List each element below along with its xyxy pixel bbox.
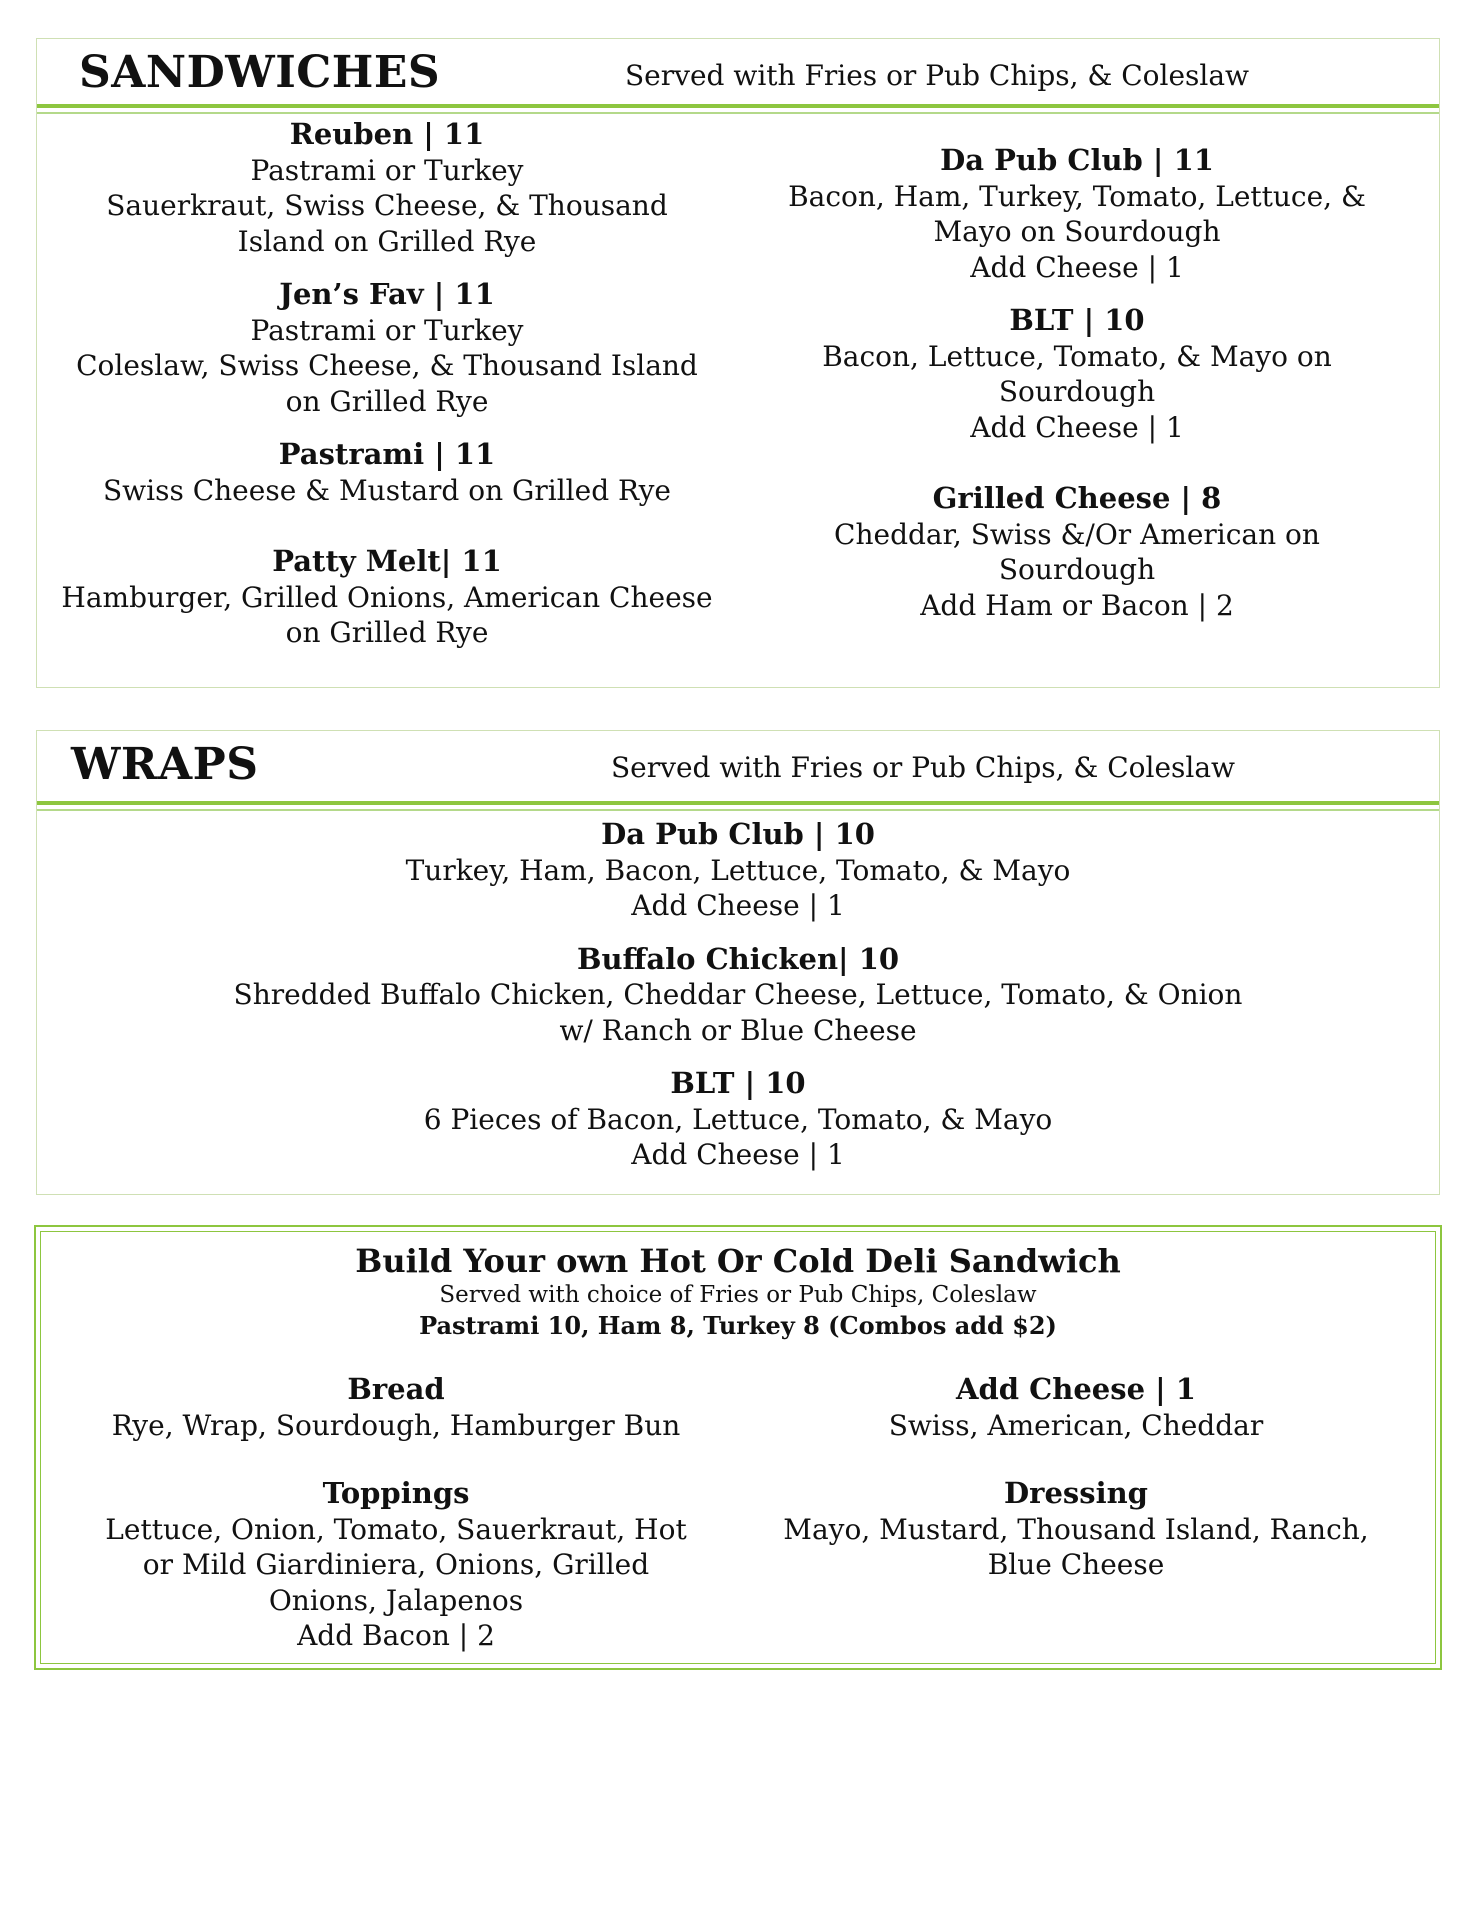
item-desc: Bacon, Ham, Turkey, Tomato, Lettuce, & — [788, 179, 1366, 213]
item-desc: w/ Ranch or Blue Cheese — [559, 1013, 917, 1047]
sandwiches-section — [36, 38, 1440, 688]
menu-item — [777, 481, 1377, 623]
option-desc: Mayo, Mustard, Thousand Island, Ranch, — [783, 1512, 1369, 1546]
item-name: Buffalo Chicken| 10 — [576, 941, 900, 976]
item-desc: Bacon, Lettuce, Tomato, & Mayo on — [822, 339, 1332, 373]
option-desc: Lettuce, Onion, Tomato, Sauerkraut, Hot — [105, 1512, 687, 1546]
item-desc: Add Cheese | 1 — [631, 889, 845, 922]
item-desc: Add Cheese | 1 — [970, 410, 1184, 444]
build-subtitle: Served with choice of Fries or Pub Chips, Coleslaw — [439, 1281, 1037, 1308]
wraps-divider — [37, 801, 1439, 805]
option-name: Toppings — [322, 1476, 470, 1510]
item-desc: Add Cheese | 1 — [970, 250, 1184, 284]
item-name: Grilled Cheese | 8 — [932, 481, 1222, 515]
item-desc: Add Ham or Bacon | 2 — [920, 588, 1234, 622]
item-desc: Add Cheese | 1 — [631, 1138, 845, 1171]
option-desc: Rye, Wrap, Sourdough, Hamburger Bun — [111, 1408, 681, 1442]
item-desc: Swiss Cheese & Mustard on Grilled Rye — [102, 473, 671, 507]
item-name: BLT | 10 — [1009, 303, 1145, 337]
menu-item — [37, 1066, 1439, 1173]
sandwiches-right-column — [777, 143, 1377, 641]
item-desc: Pastrami or Turkey — [250, 153, 524, 187]
option-desc: Blue Cheese — [987, 1548, 1165, 1581]
build-prices: Pastrami 10, Ham 8, Turkey 8 (Combos add $2) — [419, 1310, 1057, 1340]
item-desc: Cheddar, Swiss &/Or American on — [834, 517, 1320, 551]
build-title: Build Your own Hot Or Cold Deli Sandwich — [355, 1242, 1121, 1280]
option-group — [51, 1372, 741, 1443]
menu-item — [47, 437, 727, 508]
item-desc: Coleslaw, Swiss Cheese, & Thousand Island — [76, 349, 698, 382]
item-name: Reuben | 11 — [289, 117, 485, 151]
option-group — [776, 1372, 1376, 1443]
option-group — [776, 1476, 1376, 1583]
menu-item — [37, 817, 1439, 924]
menu-item — [47, 277, 727, 419]
item-name: Da Pub Club | 10 — [601, 817, 875, 851]
sandwiches-title: SANDWICHES — [79, 47, 441, 98]
menu-item — [47, 117, 727, 259]
sandwiches-divider — [37, 104, 1439, 108]
sandwiches-header — [37, 39, 1439, 105]
option-name: Dressing — [1004, 1476, 1148, 1510]
item-desc: on Grilled Rye — [285, 384, 489, 418]
menu-item — [777, 143, 1377, 285]
item-name: Pastrami | 11 — [278, 437, 496, 471]
option-desc: Swiss, American, Cheddar — [888, 1408, 1264, 1442]
item-desc: Shredded Buffalo Chicken, Cheddar Cheese, Lettuce, Tomato, & Onion — [233, 978, 1243, 1011]
item-desc: Mayo on Sourdough — [933, 215, 1221, 248]
wraps-list — [37, 817, 1439, 1191]
build-your-own-section — [34, 1225, 1442, 1670]
menu-item — [777, 303, 1377, 445]
item-desc: Turkey, Ham, Bacon, Lettuce, Tomato, & Mayo — [405, 853, 1071, 887]
option-desc: Add Bacon | 2 — [297, 1619, 495, 1652]
option-desc: or Mild Giardiniera, Onions, Grilled — [142, 1548, 650, 1581]
item-desc: Hamburger, Grilled Onions, American Cheese — [61, 580, 713, 614]
item-desc: Sourdough — [998, 553, 1156, 586]
wraps-title: WRAPS — [71, 739, 259, 790]
item-name: Da Pub Club | 11 — [940, 143, 1214, 177]
item-name: Jen’s Fav | 11 — [279, 277, 495, 311]
item-name: BLT | 10 — [670, 1066, 806, 1100]
build-left-column — [51, 1372, 741, 1672]
sandwiches-divider-thin — [37, 112, 1439, 114]
menu-item — [37, 942, 1439, 1049]
option-group — [51, 1476, 741, 1654]
item-desc: Sauerkraut, Swiss Cheese, & Thousand — [106, 189, 668, 222]
wraps-divider-thin — [37, 809, 1439, 811]
sandwiches-subtitle: Served with Fries or Pub Chips, & Coleslaw — [625, 59, 1250, 92]
menu-item — [47, 544, 727, 651]
item-desc: on Grilled Rye — [285, 616, 489, 649]
build-inner-border — [40, 1231, 1436, 1664]
item-name: Patty Melt| 11 — [272, 544, 502, 578]
option-desc: Onions, Jalapenos — [268, 1583, 524, 1617]
sandwiches-left-column — [47, 117, 727, 669]
option-name: Bread — [347, 1372, 445, 1406]
item-desc: Island on Grilled Rye — [237, 224, 537, 258]
item-desc: Pastrami or Turkey — [250, 313, 524, 347]
wraps-header — [37, 731, 1439, 797]
build-right-column — [776, 1372, 1376, 1601]
wraps-subtitle: Served with Fries or Pub Chips, & Coleslaw — [611, 751, 1236, 784]
wraps-section — [36, 730, 1440, 1195]
item-desc: Sourdough — [998, 375, 1156, 408]
item-desc: 6 Pieces of Bacon, Lettuce, Tomato, & Mayo — [423, 1102, 1053, 1136]
build-header — [41, 1244, 1435, 1342]
option-name: Add Cheese | 1 — [956, 1372, 1196, 1406]
